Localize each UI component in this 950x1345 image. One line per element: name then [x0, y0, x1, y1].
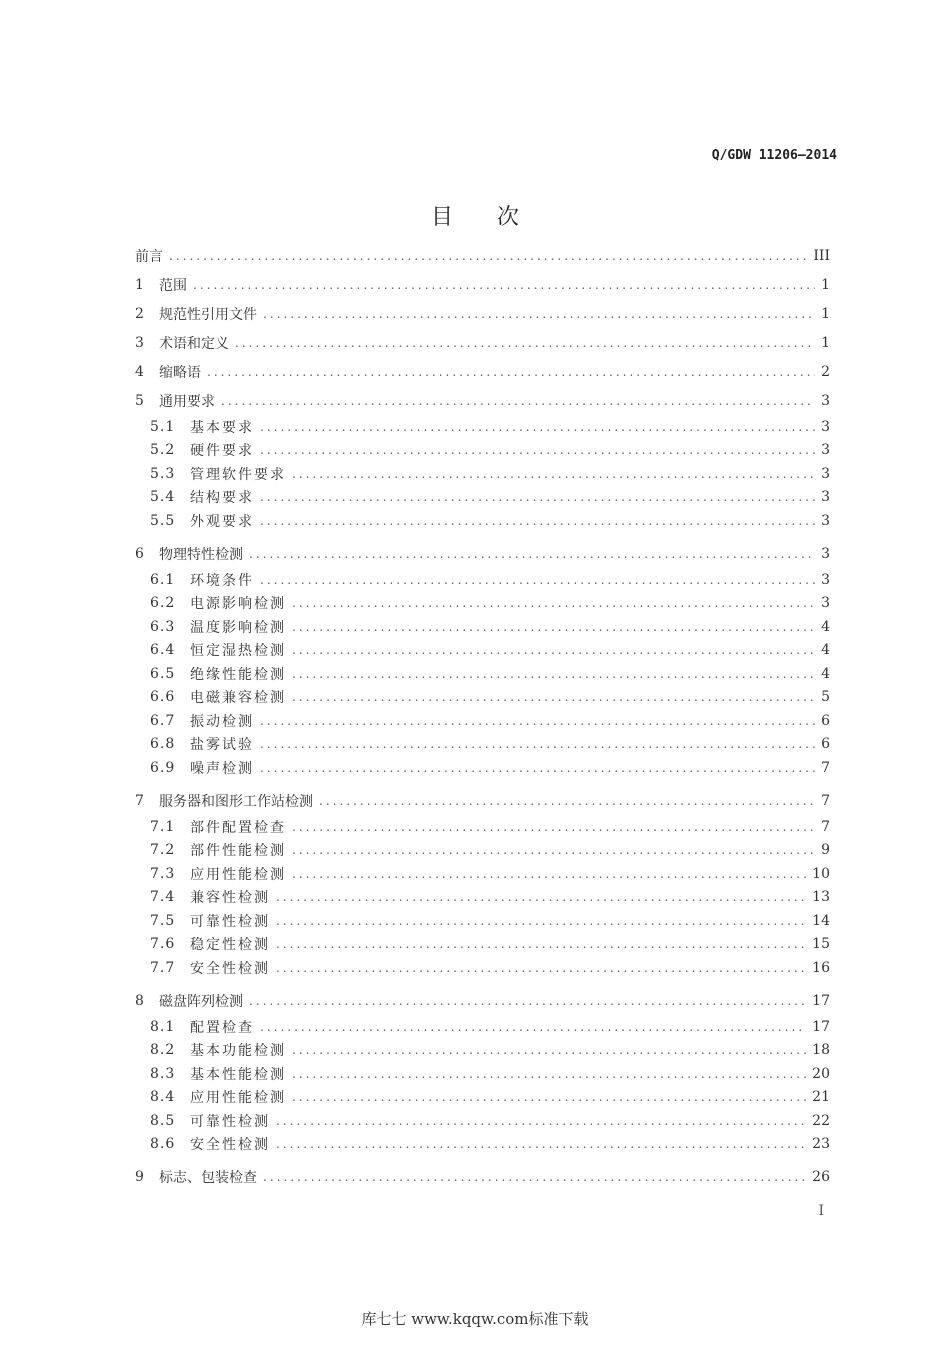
- toc-entry[interactable]: [135, 986, 830, 1015]
- toc-entry[interactable]: [135, 592, 830, 616]
- toc-entry-page: 3: [821, 442, 830, 459]
- toc-entry-page: 16: [812, 959, 830, 976]
- toc-entry-title: 基本功能检测: [190, 1043, 286, 1060]
- toc-entry-number: 6.6: [150, 689, 176, 706]
- toc-entry-page: 4: [821, 642, 830, 659]
- dot-leader: [276, 914, 806, 928]
- toc-entry-page: 2: [821, 363, 830, 380]
- dot-leader: [319, 794, 815, 808]
- toc-entry-number: 7.4: [150, 889, 176, 906]
- toc-entry-number: 7.3: [150, 865, 176, 882]
- toc-entry-page: 3: [821, 489, 830, 506]
- toc-entry[interactable]: [135, 839, 830, 863]
- toc-entry-number: 8.4: [150, 1089, 176, 1106]
- toc-entry-number: 7.6: [150, 936, 176, 953]
- toc-entry-number: 6.3: [150, 618, 176, 635]
- toc-entry[interactable]: [135, 639, 830, 663]
- toc-entry-page: 7: [821, 818, 830, 835]
- toc-entry-title: 安全性检测: [190, 960, 270, 977]
- toc-entry[interactable]: [135, 1163, 830, 1192]
- toc-entry-page: 3: [821, 571, 830, 588]
- toc-entry[interactable]: [135, 1015, 830, 1039]
- dot-leader: [292, 1090, 806, 1104]
- dot-leader: [263, 307, 815, 321]
- toc-entry-title: 兼容性检测: [190, 890, 270, 907]
- dot-leader: [292, 596, 815, 610]
- dot-leader: [260, 714, 815, 728]
- toc-entry[interactable]: [135, 299, 830, 328]
- toc-entry[interactable]: [135, 486, 830, 510]
- dot-leader: [260, 573, 815, 587]
- dot-leader: [260, 490, 815, 504]
- toc-entry-number: 7.2: [150, 842, 176, 859]
- toc-entry[interactable]: [135, 886, 830, 910]
- dot-leader: [260, 443, 815, 457]
- toc-entry-title: 环境条件: [190, 572, 254, 589]
- toc-entry-number: 6.8: [150, 736, 176, 753]
- toc-entry-page: 3: [821, 512, 830, 529]
- toc-entry-title: 术语和定义: [159, 335, 229, 352]
- toc-entry-title: 可靠性检测: [190, 913, 270, 930]
- toc-entry-title: 振动检测: [190, 713, 254, 730]
- toc-entry-page: 3: [821, 392, 830, 409]
- toc-entry-number: 6.9: [150, 759, 176, 776]
- toc-entry-number: 6: [135, 545, 144, 562]
- toc-entry-title: 物理特性检测: [159, 546, 243, 563]
- dot-leader: [292, 1067, 806, 1081]
- toc-entry-number: 5.5: [150, 512, 176, 529]
- toc-entry[interactable]: [135, 270, 830, 299]
- toc-entry-page: 9: [821, 842, 830, 859]
- toc-entry[interactable]: [135, 709, 830, 733]
- toc-entry-number: 6.5: [150, 665, 176, 682]
- toc-entry[interactable]: [135, 1039, 830, 1063]
- toc-entry-page: 17: [812, 1018, 830, 1035]
- toc-entry-title: 结构要求: [190, 490, 254, 507]
- toc-entry[interactable]: [135, 786, 830, 815]
- toc-entry-page: 4: [821, 618, 830, 635]
- toc-entry[interactable]: [135, 756, 830, 780]
- toc-entry-title: 范围: [159, 277, 187, 294]
- toc-entry-page: 3: [821, 595, 830, 612]
- toc-entry-title: 配置检查: [190, 1019, 254, 1036]
- table-of-contents: [135, 241, 830, 1192]
- toc-entry[interactable]: [135, 686, 830, 710]
- toc-entry-page: 14: [812, 912, 830, 929]
- toc-entry[interactable]: [135, 357, 830, 386]
- toc-entry-title: 可靠性检测: [190, 1113, 270, 1130]
- toc-entry-title: 前言: [135, 248, 163, 265]
- toc-entry[interactable]: [135, 1062, 830, 1086]
- toc-entry[interactable]: [135, 1086, 830, 1110]
- toc-entry-title: 服务器和图形工作站检测: [159, 793, 313, 810]
- toc-entry[interactable]: [135, 328, 830, 357]
- toc-entry-number: 7: [135, 792, 144, 809]
- toc-entry[interactable]: [135, 662, 830, 686]
- toc-entry[interactable]: [135, 733, 830, 757]
- toc-entry-number: 2: [135, 305, 144, 322]
- toc-entry-page: 22: [812, 1112, 830, 1129]
- toc-entry[interactable]: [135, 1109, 830, 1133]
- toc-entry-number: 6.7: [150, 712, 176, 729]
- toc-entry-page: 10: [812, 865, 830, 882]
- dot-leader: [249, 994, 806, 1008]
- toc-entry-page: 15: [812, 936, 830, 953]
- toc-entry[interactable]: [135, 862, 830, 886]
- page-title: 目次: [430, 205, 563, 230]
- dot-leader: [260, 514, 815, 528]
- toc-entry-title: 基本性能检测: [190, 1066, 286, 1083]
- dot-leader: [292, 690, 815, 704]
- toc-entry-number: 8.6: [150, 1136, 176, 1153]
- toc-entry-title: 部件配置检查: [190, 819, 286, 836]
- toc-entry-page: 13: [812, 889, 830, 906]
- toc-entry-title: 基本要求: [190, 419, 254, 436]
- toc-entry-page: 17: [812, 992, 830, 1009]
- dot-leader: [263, 1170, 806, 1184]
- toc-entry-number: 6.1: [150, 571, 176, 588]
- toc-entry-page: 20: [812, 1065, 830, 1082]
- toc-entry-page: 1: [821, 334, 830, 351]
- toc-entry-title: 外观要求: [190, 513, 254, 530]
- dot-leader: [207, 365, 815, 379]
- dot-leader: [276, 890, 806, 904]
- dot-leader: [292, 643, 815, 657]
- page-number: I: [818, 1203, 824, 1219]
- toc-entry-page: 1: [821, 276, 830, 293]
- dot-leader: [292, 843, 815, 857]
- toc-entry-page: 23: [812, 1136, 830, 1153]
- toc-entry[interactable]: [135, 539, 830, 568]
- toc-entry-title: 温度影响检测: [190, 619, 286, 636]
- toc-entry-title: 标志、包装检查: [159, 1170, 257, 1186]
- toc-entry-number: 7.7: [150, 959, 176, 976]
- toc-entry[interactable]: [135, 439, 830, 463]
- toc-entry-number: 7.1: [150, 818, 176, 835]
- toc-entry-page: 5: [821, 689, 830, 706]
- dot-leader: [221, 394, 815, 408]
- toc-entry-page: 4: [821, 665, 830, 682]
- dot-leader: [260, 737, 815, 751]
- toc-entry-number: 8.3: [150, 1065, 176, 1082]
- toc-entry[interactable]: [135, 241, 830, 270]
- toc-entry[interactable]: [135, 933, 830, 957]
- toc-entry[interactable]: [135, 615, 830, 639]
- toc-entry[interactable]: [135, 568, 830, 592]
- toc-entry-number: 7.5: [150, 912, 176, 929]
- toc-entry-title: 通用要求: [159, 393, 215, 410]
- toc-entry-title: 磁盘阵列检测: [159, 993, 243, 1010]
- toc-entry-number: 5.3: [150, 465, 176, 482]
- toc-entry-page: III: [813, 247, 830, 264]
- toc-entry-title: 管理软件要求: [190, 466, 286, 483]
- toc-entry-title: 恒定湿热检测: [190, 643, 286, 660]
- dot-leader: [292, 467, 815, 481]
- toc-entry-page: 6: [821, 736, 830, 753]
- toc-entry-number: 1: [135, 276, 144, 293]
- dot-leader: [292, 820, 815, 834]
- dot-leader: [260, 420, 815, 434]
- toc-entry-title: 电磁兼容检测: [190, 690, 286, 707]
- toc-entry-title: 部件性能检测: [190, 843, 286, 860]
- toc-entry[interactable]: [135, 909, 830, 933]
- toc-entry-number: 3: [135, 334, 144, 351]
- dot-leader: [169, 249, 807, 263]
- toc-entry-page: 7: [821, 792, 830, 809]
- toc-entry-number: 5.4: [150, 489, 176, 506]
- toc-entry-number: 8.2: [150, 1042, 176, 1059]
- toc-entry[interactable]: [135, 815, 830, 839]
- toc-entry-title: 硬件要求: [190, 443, 254, 460]
- toc-entry[interactable]: [135, 1133, 830, 1157]
- toc-entry-title: 规范性引用文件: [159, 306, 257, 323]
- dot-leader: [249, 547, 815, 561]
- dot-leader: [260, 761, 815, 775]
- toc-entry-page: 3: [821, 465, 830, 482]
- toc-entry-number: 8: [135, 992, 144, 1009]
- toc-entry-number: 5: [135, 392, 144, 409]
- toc-entry-title: 电源影响检测: [190, 596, 286, 613]
- dot-leader: [292, 667, 815, 681]
- toc-entry-number: 5.2: [150, 442, 176, 459]
- dot-leader: [276, 961, 806, 975]
- dot-leader: [292, 1043, 806, 1057]
- dot-leader: [292, 620, 815, 634]
- toc-entry-page: 3: [821, 545, 830, 562]
- toc-entry-title: 应用性能检测: [190, 1090, 286, 1107]
- toc-entry-title: 缩略语: [159, 364, 201, 381]
- toc-entry[interactable]: [135, 509, 830, 533]
- toc-entry[interactable]: [135, 386, 830, 415]
- toc-entry-number: 8.5: [150, 1112, 176, 1129]
- toc-entry-title: 盐雾试验: [190, 737, 254, 754]
- toc-entry[interactable]: [135, 462, 830, 486]
- dot-leader: [235, 336, 815, 350]
- toc-entry-number: 4: [135, 363, 144, 380]
- footer-watermark: 库七七 www.kqqw.com标准下载: [361, 1310, 589, 1328]
- toc-entry-number: 6.2: [150, 595, 176, 612]
- dot-leader: [292, 867, 806, 881]
- toc-entry-page: 18: [812, 1042, 830, 1059]
- dot-leader: [193, 278, 815, 292]
- toc-entry-number: 8.1: [150, 1018, 176, 1035]
- dot-leader: [276, 1137, 806, 1151]
- toc-entry-title: 安全性检测: [190, 1137, 270, 1154]
- toc-entry[interactable]: [135, 415, 830, 439]
- toc-entry-number: 6.4: [150, 642, 176, 659]
- toc-entry[interactable]: [135, 956, 830, 980]
- toc-entry-page: 26: [812, 1169, 830, 1185]
- toc-entry-page: 1: [821, 305, 830, 322]
- toc-entry-title: 噪声检测: [190, 760, 254, 777]
- dot-leader: [276, 1114, 806, 1128]
- toc-entry-page: 6: [821, 712, 830, 729]
- toc-entry-number: 9: [135, 1169, 144, 1185]
- toc-entry-page: 21: [812, 1089, 830, 1106]
- toc-entry-page: 7: [821, 759, 830, 776]
- dot-leader: [260, 1020, 806, 1034]
- toc-entry-title: 稳定性检测: [190, 937, 270, 954]
- toc-entry-title: 绝缘性能检测: [190, 666, 286, 683]
- dot-leader: [276, 937, 806, 951]
- toc-entry-page: 3: [821, 418, 830, 435]
- toc-entry-number: 5.1: [150, 418, 176, 435]
- document-code: Q/GDW 11206—2014: [711, 148, 837, 163]
- toc-entry-title: 应用性能检测: [190, 866, 286, 883]
